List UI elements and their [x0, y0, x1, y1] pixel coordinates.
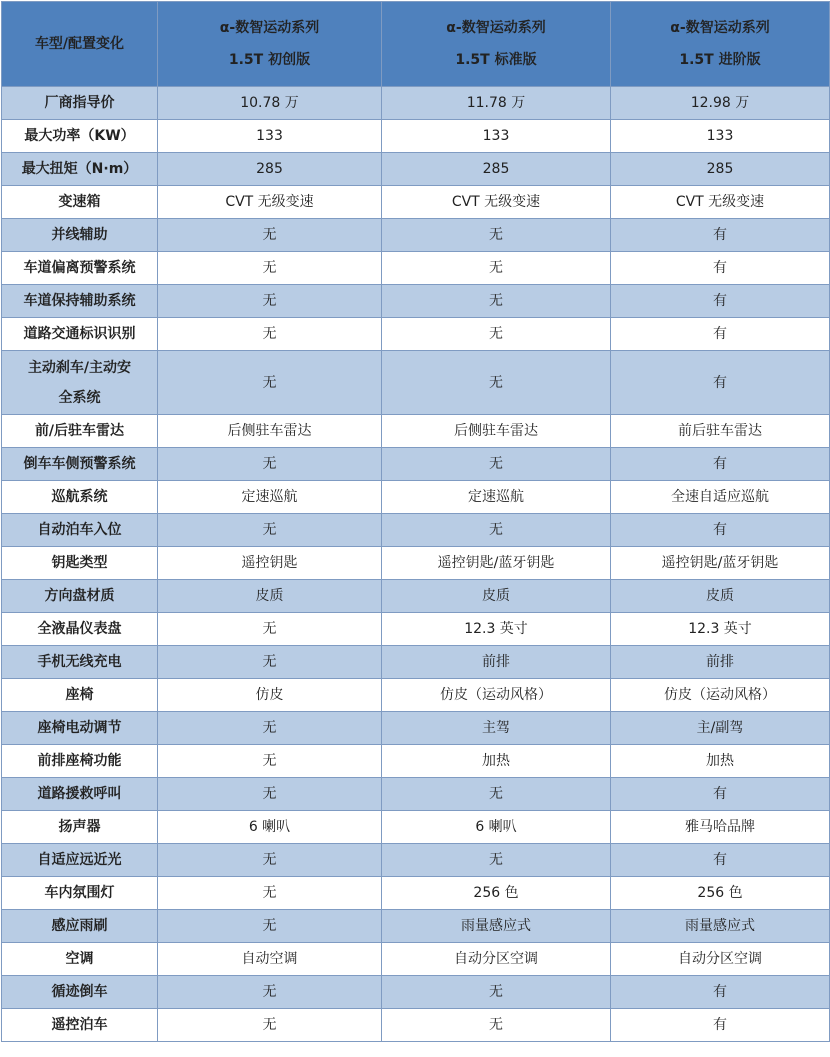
cell-value: 6 喇叭: [382, 811, 611, 844]
cell-value: 有: [611, 252, 830, 285]
model-series: α-数智运动系列: [446, 20, 546, 36]
table-row: [2, 712, 830, 745]
cell-value: 无: [158, 910, 382, 943]
row-label: 最大扭矩（N·m）: [2, 153, 158, 186]
table-row: [2, 415, 830, 448]
row-label: 巡航系统: [2, 481, 158, 514]
row-label: 遥控泊车: [2, 1009, 158, 1042]
cell-value: 256 色: [382, 877, 611, 910]
row-label: 循迹倒车: [2, 976, 158, 1009]
model-trim: 1.5T 初创版: [228, 52, 311, 68]
cell-value: 前排: [611, 646, 830, 679]
row-label: 全液晶仪表盘: [2, 613, 158, 646]
cell-value: CVT 无级变速: [382, 186, 611, 219]
cell-value: 无: [158, 252, 382, 285]
row-label: 车道偏离预警系统: [2, 252, 158, 285]
table-row: [2, 514, 830, 547]
row-label: 最大功率（KW）: [2, 120, 158, 153]
table-row: [2, 285, 830, 318]
cell-value: 仿皮（运动风格）: [611, 679, 830, 712]
table-row: [2, 219, 830, 252]
cell-value: 全速自适应巡航: [611, 481, 830, 514]
cell-value: 10.78 万: [158, 87, 382, 120]
cell-value: 133: [611, 120, 830, 153]
cell-value: 加热: [382, 745, 611, 778]
cell-value: 无: [382, 351, 611, 415]
table-row: [2, 811, 830, 844]
cell-value: 285: [611, 153, 830, 186]
model-series: α-数智运动系列: [670, 20, 770, 36]
cell-value: 皮质: [611, 580, 830, 613]
cell-value: 285: [158, 153, 382, 186]
header-corner-label: 车型/配置变化: [2, 2, 158, 87]
table-row: [2, 481, 830, 514]
cell-value: 无: [382, 1009, 611, 1042]
cell-value: 皮质: [158, 580, 382, 613]
table-row: [2, 778, 830, 811]
cell-value: 6 喇叭: [158, 811, 382, 844]
row-label-line: 主动刹车/主动安: [27, 359, 132, 376]
cell-value: 12.3 英寸: [382, 613, 611, 646]
cell-value: 无: [158, 778, 382, 811]
cell-value: 无: [382, 778, 611, 811]
cell-value: 无: [158, 613, 382, 646]
table-row: [2, 351, 830, 415]
table-row: [2, 547, 830, 580]
row-label: 厂商指导价: [2, 87, 158, 120]
cell-value: 仿皮: [158, 679, 382, 712]
cell-value: 有: [611, 318, 830, 351]
cell-value: 主/副驾: [611, 712, 830, 745]
row-label: 方向盘材质: [2, 580, 158, 613]
cell-value: 雨量感应式: [611, 910, 830, 943]
row-label: 道路援救呼叫: [2, 778, 158, 811]
cell-value: 定速巡航: [382, 481, 611, 514]
row-label: 变速箱: [2, 186, 158, 219]
table-row: [2, 153, 830, 186]
cell-value: 加热: [611, 745, 830, 778]
table-row: [2, 943, 830, 976]
cell-value: 11.78 万: [382, 87, 611, 120]
cell-value: 有: [611, 448, 830, 481]
cell-value: 无: [382, 252, 611, 285]
cell-value: 后侧驻车雷达: [158, 415, 382, 448]
cell-value: 前排: [382, 646, 611, 679]
table-row: [2, 976, 830, 1009]
row-label: 座椅: [2, 679, 158, 712]
model-trim: 1.5T 标准版: [455, 52, 537, 68]
cell-value: 无: [382, 844, 611, 877]
cell-value: 无: [382, 976, 611, 1009]
cell-value: 仿皮（运动风格）: [382, 679, 611, 712]
cell-value: 无: [158, 844, 382, 877]
cell-value: 无: [382, 318, 611, 351]
cell-value: 256 色: [611, 877, 830, 910]
cell-value: 后侧驻车雷达: [382, 415, 611, 448]
cell-value: 无: [158, 285, 382, 318]
cell-value: 无: [158, 318, 382, 351]
cell-value: 自动分区空调: [382, 943, 611, 976]
cell-value: 无: [158, 976, 382, 1009]
table-row: [2, 679, 830, 712]
cell-value: 遥控钥匙: [158, 547, 382, 580]
row-label: 扬声器: [2, 811, 158, 844]
table-row: [2, 1009, 830, 1042]
header-model-1: [158, 2, 382, 87]
model-trim: 1.5T 进阶版: [679, 52, 761, 68]
cell-value: 主驾: [382, 712, 611, 745]
cell-value: 雅马哈品牌: [611, 811, 830, 844]
cell-value: 无: [158, 351, 382, 415]
row-label: 自动泊车入位: [2, 514, 158, 547]
model-series: α-数智运动系列: [219, 20, 320, 36]
cell-value: 无: [158, 219, 382, 252]
cell-value: 雨量感应式: [382, 910, 611, 943]
cell-value: 遥控钥匙/蓝牙钥匙: [611, 547, 830, 580]
cell-value: 133: [158, 120, 382, 153]
cell-value: 无: [382, 285, 611, 318]
cell-value: 无: [158, 877, 382, 910]
cell-value: 无: [158, 745, 382, 778]
row-label: 前排座椅功能: [2, 745, 158, 778]
header-model-2: [382, 2, 611, 87]
table-row: [2, 318, 830, 351]
cell-value: 遥控钥匙/蓝牙钥匙: [382, 547, 611, 580]
spec-comparison-table: [1, 1, 830, 1042]
cell-value: 无: [158, 514, 382, 547]
cell-value: 前后驻车雷达: [611, 415, 830, 448]
row-label: 倒车车侧预警系统: [2, 448, 158, 481]
table-row: [2, 448, 830, 481]
table-row: [2, 877, 830, 910]
table-body: [2, 87, 830, 1042]
table-row: [2, 252, 830, 285]
table-header-row: [2, 2, 830, 87]
cell-value: 有: [611, 219, 830, 252]
cell-value: 定速巡航: [158, 481, 382, 514]
row-label: 钥匙类型: [2, 547, 158, 580]
cell-value: 自动分区空调: [611, 943, 830, 976]
row-label: 前/后驻车雷达: [2, 415, 158, 448]
row-label-line: 全系统: [58, 389, 101, 406]
row-label: 手机无线充电: [2, 646, 158, 679]
cell-value: 有: [611, 976, 830, 1009]
cell-value: 有: [611, 351, 830, 415]
row-label: [2, 351, 158, 415]
cell-value: 无: [382, 514, 611, 547]
header-model-3: [611, 2, 830, 87]
cell-value: 自动空调: [158, 943, 382, 976]
table-row: [2, 186, 830, 219]
cell-value: 无: [382, 219, 611, 252]
cell-value: 无: [158, 1009, 382, 1042]
table-row: [2, 646, 830, 679]
cell-value: 12.3 英寸: [611, 613, 830, 646]
cell-value: 有: [611, 844, 830, 877]
cell-value: CVT 无级变速: [158, 186, 382, 219]
cell-value: 无: [382, 448, 611, 481]
cell-value: 皮质: [382, 580, 611, 613]
table-row: [2, 910, 830, 943]
cell-value: 无: [158, 646, 382, 679]
cell-value: CVT 无级变速: [611, 186, 830, 219]
table-row: [2, 745, 830, 778]
row-label: 车内氛围灯: [2, 877, 158, 910]
cell-value: 无: [158, 712, 382, 745]
cell-value: 285: [382, 153, 611, 186]
table-row: [2, 87, 830, 120]
row-label: 车道保持辅助系统: [2, 285, 158, 318]
row-label: 并线辅助: [2, 219, 158, 252]
table-row: [2, 580, 830, 613]
table-row: [2, 120, 830, 153]
cell-value: 133: [382, 120, 611, 153]
cell-value: 有: [611, 285, 830, 318]
cell-value: 有: [611, 1009, 830, 1042]
row-label: 道路交通标识识别: [2, 318, 158, 351]
cell-value: 12.98 万: [611, 87, 830, 120]
cell-value: 有: [611, 514, 830, 547]
table-row: [2, 844, 830, 877]
row-label: 空调: [2, 943, 158, 976]
row-label: 自适应远近光: [2, 844, 158, 877]
table-row: [2, 613, 830, 646]
cell-value: 有: [611, 778, 830, 811]
cell-value: 无: [158, 448, 382, 481]
row-label: 感应雨刷: [2, 910, 158, 943]
row-label: 座椅电动调节: [2, 712, 158, 745]
